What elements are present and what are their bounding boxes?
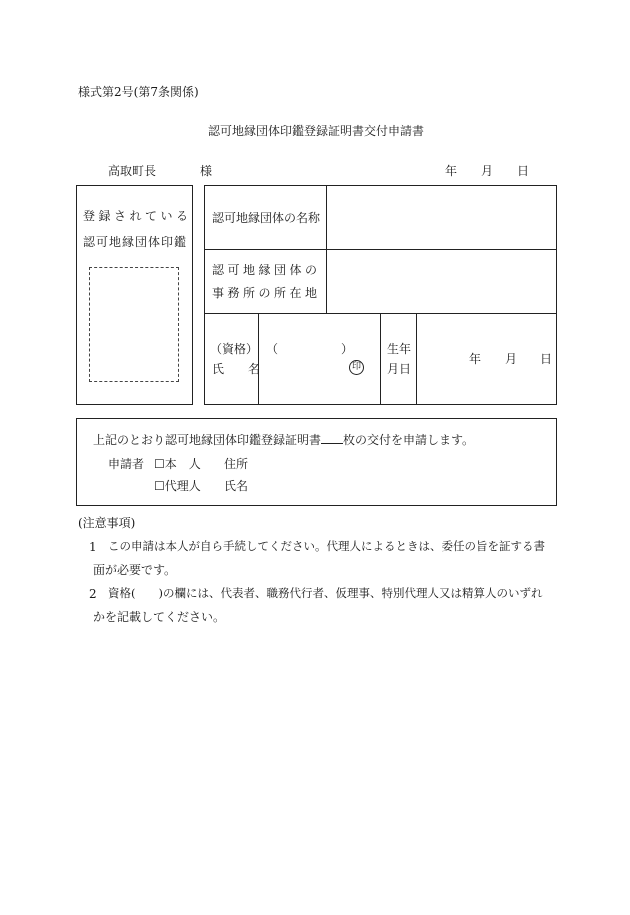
checkbox-self[interactable]: ☐本 人 [154,457,201,471]
group-name-field[interactable] [328,187,555,247]
applicant-name-label: 氏 名 [212,362,261,376]
note-1-line2: 面が必要です。 [93,563,177,577]
request-statement-suffix: 枚の交付を申請します。 [343,433,475,447]
note-1-number: 1 [89,540,97,554]
seal-impression-area[interactable] [89,267,179,382]
qualification-paren-open: （ [266,342,279,356]
qualification-field[interactable] [276,338,338,356]
note-1-line1: この申請は本人が自ら手続してください。代理人によるときは、委任の旨を証する書 [108,539,545,553]
birthdate-label-line1: 生年 [387,342,412,356]
birth-year-label: 年 [469,352,482,366]
table-col-divider-label [326,185,327,313]
seal-box-line2: 認可地縁団体印鑑 [83,235,188,249]
date-day-label: 日 [517,164,530,178]
group-name-label: 認可地縁団体の名称 [212,211,321,225]
qualification-label: （資格） [210,342,259,356]
birthdate-field[interactable] [418,315,555,403]
birthdate-label-line2: 月日 [387,362,412,376]
table-col-divider-birth-label [380,313,381,405]
seal-box-line1: 登録されている [83,209,192,223]
office-address-label-line2: 事務所の所在地 [212,286,321,300]
request-statement-prefix: 上記のとおり認可地縁団体印鑑登録証明書 [93,433,322,447]
seal-mark-icon: 印 [349,360,364,375]
request-statement [93,433,474,446]
form-number: 様式第2号(第7条関係) [78,85,199,99]
office-address-field[interactable] [328,251,555,311]
date-month-label: 月 [481,164,494,178]
office-address-label-line1: 認可地縁団体の [212,263,321,277]
applicant-label: 申請者 [108,457,145,471]
addressee-name: 高取町長 [108,164,157,178]
applicant-name-field[interactable] [262,358,346,378]
note-2-line1: 資格( )の欄には、代表者、職務代行者、仮理事、特別代理人又は精算人のいずれ [108,586,543,600]
addressee-honorific: 様 [200,164,213,178]
qualification-paren-close: ） [341,342,354,356]
table-row-divider-1 [204,249,557,250]
copies-count-field[interactable] [321,433,343,444]
request-statement-box [76,418,557,506]
notes-heading: (注意事項) [78,516,136,530]
birth-month-label: 月 [505,352,518,366]
birth-day-label: 日 [540,352,553,366]
table-col-divider-birth-value [416,313,417,405]
note-2-number: 2 [89,587,97,601]
applicant-address-label: 住所 [224,457,249,471]
note-2-line2: かを記載してください。 [93,610,226,624]
applicant-signature-name-label: 氏名 [224,479,249,493]
checkbox-agent[interactable]: ☐代理人 [154,479,201,493]
page-title: 認可地縁団体印鑑登録証明書交付申請書 [208,124,425,138]
table-col-divider-name [258,313,259,405]
date-year-label: 年 [445,164,458,178]
